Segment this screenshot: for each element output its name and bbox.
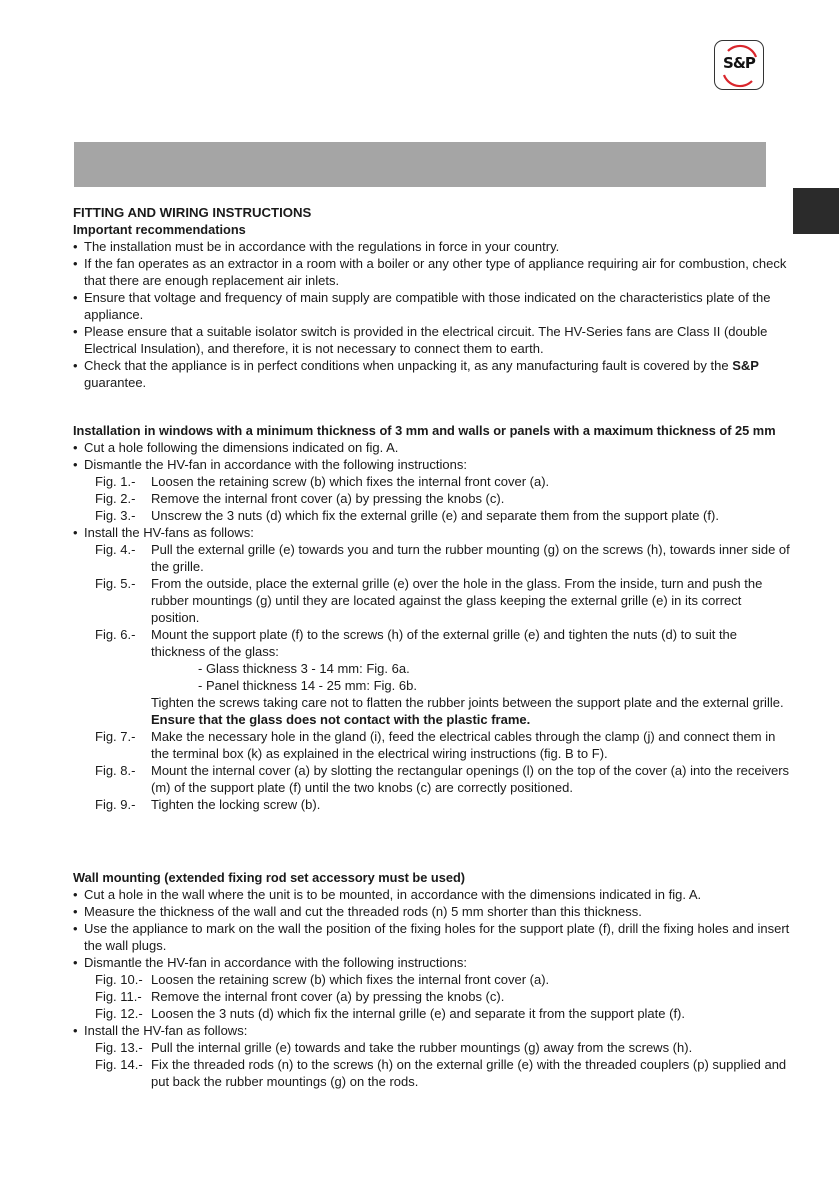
fig-step: Fig. 3.- Unscrew the 3 nuts (d) which fix the external grille (e) and separate them from the support plate (f). <box>95 508 719 523</box>
fig-step: Fig. 2.- Remove the internal front cover (a) by pressing the knobs (c). <box>95 491 505 506</box>
fig-step: Fig. 12.- Loosen the 3 nuts (d) which fix the internal grille (e) and separate it from the support plate (f). <box>95 1006 685 1021</box>
sp-logo <box>714 40 764 90</box>
list-item: • Please ensure that a suitable isolator switch is provided in the electrical circuit. The HV-Series fans are Class II (double Electrical Insulation), and therefore, it is not necessary to connect them to earth. <box>73 324 768 356</box>
fig-step: Fig. 9.- Tighten the locking screw (b). <box>95 797 321 812</box>
list-item: • Install the HV-fan as follows: <box>73 1023 248 1038</box>
list-item: • Check that the appliance is in perfect conditions when unpacking it, as any manufacturing fault is covered by the S&P guarantee. <box>73 358 759 390</box>
fig-step: Fig. 14.- Fix the threaded rods (n) to the screws (h) on the external grille (e) with the threaded couplers (p) supplied and put back the rubber mountings (g) on the rods. <box>95 1057 787 1089</box>
list-item: • If the fan operates as an extractor in a room with a boiler or any other type of appliance requiring air for combustion, check that there are enough replacement air inlets. <box>73 256 787 288</box>
list-item: • Dismantle the HV-fan in accordance with the following instructions: <box>73 955 467 970</box>
fig-step: Fig. 11.- Remove the internal front cover (a) by pressing the knobs (c). <box>95 989 505 1004</box>
warning-note: Ensure that the glass does not contact with the plastic frame. <box>151 712 531 727</box>
list-item: • Ensure that voltage and frequency of main supply are compatible with those indicated on the characteristics plate of the appliance. <box>73 290 771 322</box>
list-item: • Cut a hole following the dimensions indicated on fig. A. <box>73 440 399 455</box>
document-body <box>73 204 793 1090</box>
list-item: • Measure the thickness of the wall and cut the threaded rods (n) 5 mm shorter than this thickness. <box>73 904 642 919</box>
list-item: • Dismantle the HV-fan in accordance with the following instructions: <box>73 457 467 472</box>
logo-text: S&P <box>723 54 755 72</box>
fig-step: Fig. 13.- Pull the internal grille (e) towards and take the rubber mountings (g) away from the screws (h). <box>95 1040 693 1055</box>
fig-step: Fig. 4.- Pull the external grille (e) towards you and turn the rubber mounting (g) on the screws (h), towards inner side of the grille. <box>95 542 790 574</box>
section-title-wall: Wall mounting (extended fixing rod set accessory must be used) <box>73 870 466 885</box>
list-item: • Cut a hole in the wall where the unit is to be mounted, in accordance with the dimensions indicated in fig. A. <box>73 887 702 902</box>
list-item: • Use the appliance to mark on the wall the position of the fixing holes for the support plate (f), drill the fixing holes and insert the wall plugs. <box>73 921 790 953</box>
fig-step: Fig. 1.- Loosen the retaining screw (b) which fixes the internal front cover (a). <box>95 474 550 489</box>
list-item: • The installation must be in accordance with the regulations in force in your country. <box>73 239 560 254</box>
fig-step: Fig. 5.- From the outside, place the external grille (e) over the hole in the glass. From the inside, turn and push the rubber mountings (g) until they are located against the glass keeping the external grille (e) in its correct position. <box>95 576 763 625</box>
fig-step: Fig. 8.- Mount the internal cover (a) by slotting the rectangular openings (l) on the top of the cover (a) into the receivers (m) of the support plate (f) until the two knobs (c) are correctly positioned. <box>95 763 790 795</box>
fig-step: Fig. 10.- Loosen the retaining screw (b) which fixes the internal front cover (a). <box>95 972 550 987</box>
header-banner <box>74 142 766 187</box>
section-title-windows: Installation in windows with a minimum thickness of 3 mm and walls or panels with a maximum thickness of 25 mm <box>73 423 776 438</box>
subtitle-recommendations: Important recommendations <box>73 222 246 237</box>
brand-name: S&P <box>732 358 759 373</box>
section-tab-marker <box>793 188 839 234</box>
section-title-fitting: FITTING AND WIRING INSTRUCTIONS <box>73 205 312 220</box>
glass-option: - Glass thickness 3 - 14 mm: Fig. 6a. <box>198 661 410 676</box>
tighten-note: Tighten the screws taking care not to flatten the rubber joints between the support plate and the external grille. <box>151 695 784 710</box>
list-item: • Install the HV-fans as follows: <box>73 525 254 540</box>
glass-option: - Panel thickness 14 - 25 mm: Fig. 6b. <box>198 678 417 693</box>
fig-step: Fig. 7.- Make the necessary hole in the gland (i), feed the electrical cables through the clamp (j) and connect them in the terminal box (k) as explained in the electrical wiring instructions (fig. B to F). <box>95 729 776 761</box>
fig-step: Fig. 6.- Mount the support plate (f) to the screws (h) of the external grille (e) and tighten the nuts (d) to suit the thickness of the glass: <box>95 627 738 659</box>
